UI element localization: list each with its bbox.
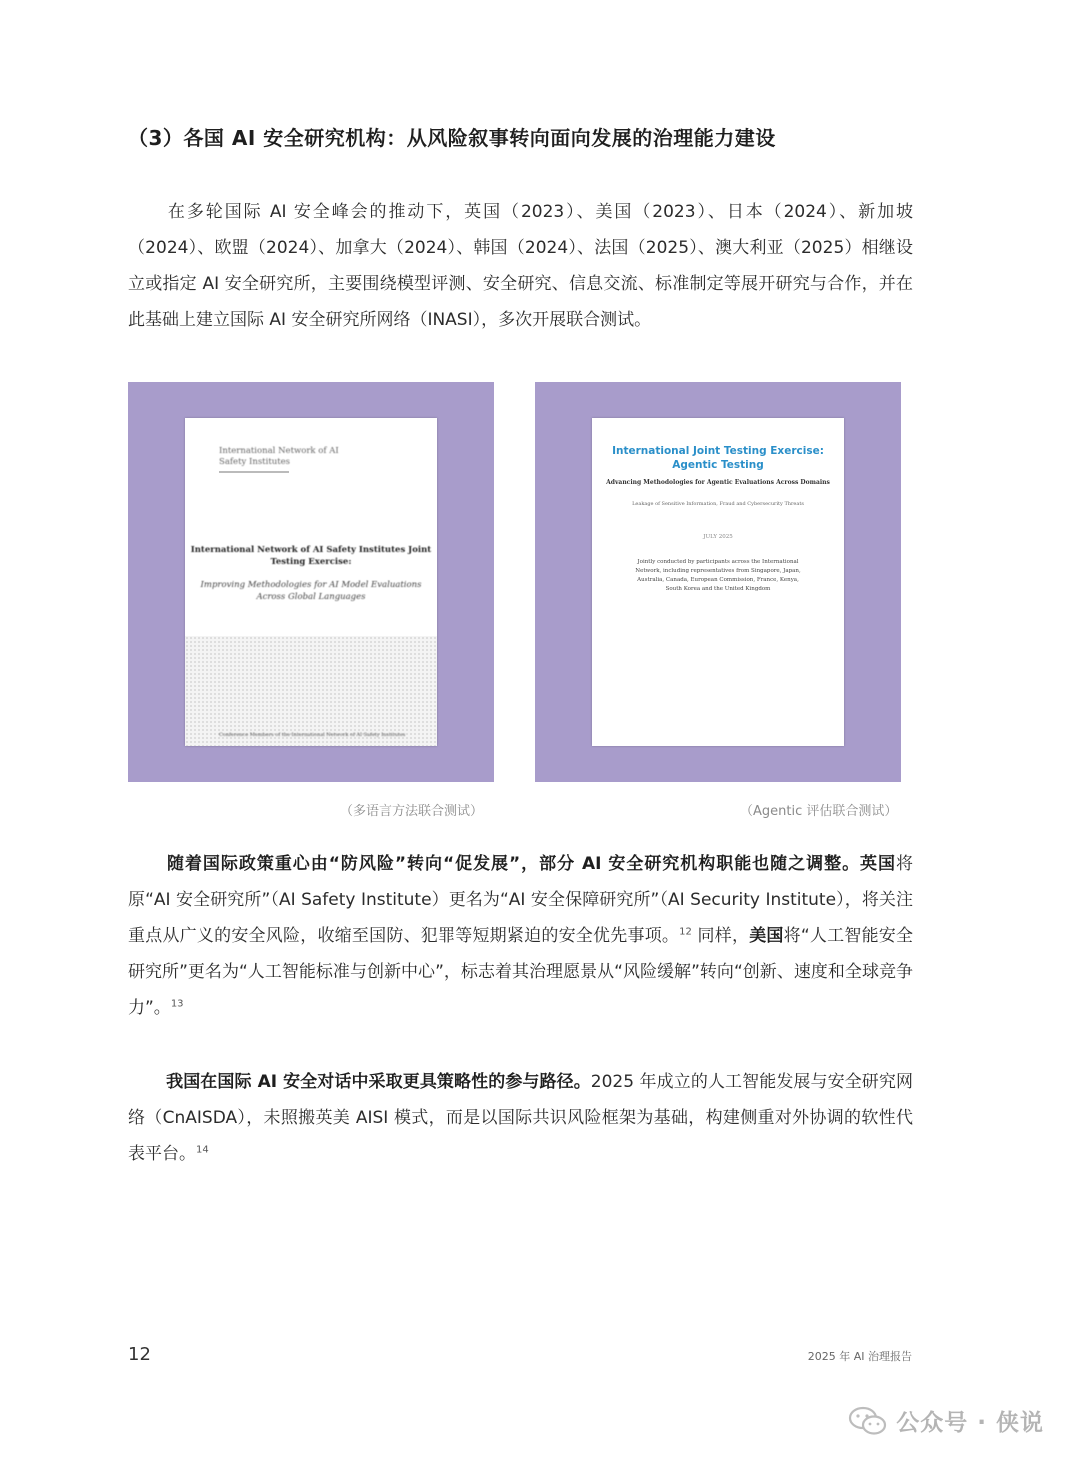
paragraph-text: 将“人工智能安全研究所”更名为“人工智能标准与创新中心”，标志着其治理愿景从“风险缓解”转向“创新、速度和全球竞争力”。: [128, 926, 914, 1018]
cover-title: International Joint Testing Exercise: Agentic Testing: [612, 445, 824, 471]
figure-multilingual-report: [128, 382, 494, 782]
cover-title: International Network of AI Safety Institutes Joint Testing Exercise:: [190, 545, 432, 567]
cover-subtitle-secondary: Leakage of Sensitive Information, Fraud and Cybersecurity Threats: [632, 501, 804, 507]
figure-caption-left: （多语言方法联合测试）: [340, 804, 484, 819]
footnote-ref-14[interactable]: 14: [196, 1144, 209, 1156]
wechat-icon: [848, 1406, 888, 1436]
paragraph-text: 同样，: [691, 926, 750, 946]
country-us: 美国: [749, 926, 784, 946]
cover-date: JULY 2025: [703, 534, 733, 540]
cover-org-rule: [219, 471, 289, 473]
cover-body: Jointly conducted by participants across the International Network, including representatives from Singapore, Japan, Australia, Canada, European Commission, France, Kenya, South Korea and the United Kingdom: [635, 559, 801, 592]
paragraph-intro: [128, 194, 913, 338]
cover-dot-pattern: [185, 636, 437, 746]
running-title: 2025 年 AI 治理报告: [807, 1350, 912, 1363]
cover-subtitle: Improving Methodologies for AI Model Evaluations Across Global Languages: [200, 580, 422, 602]
paragraph-intro-text: 在多轮国际 AI 安全峰会的推动下，英国（2023）、美国（2023）、日本（2024）、新加坡（2024）、欧盟（2024）、加拿大（2024）、韩国（2024）、法国（2025）、澳大利亚（2025）相继设立或指定 AI 安全研究所，主要围绕模型评测、安全研究、信息交流、标准制定等展开研究与合作，并在此基础上建立国际 AI 安全研究所网络（INASI），多次开展联合测试。: [128, 202, 913, 330]
paragraph-lead-bold: 随着国际政策重心由“防风险”转向“促发展”，部分 AI 安全研究机构职能也随之调整。: [166, 854, 861, 874]
footnote-ref-13[interactable]: 13: [170, 998, 184, 1010]
report-cover-agentic: [592, 418, 844, 746]
watermark: [848, 1404, 1044, 1437]
figure-caption-right: （Agentic 评估联合测试）: [740, 804, 898, 819]
watermark-text: 公众号 · 侠说: [896, 1410, 1044, 1436]
cover-subtitle: Advancing Methodologies for Agentic Evaluations Across Domains: [606, 479, 830, 486]
paragraph-lead-bold: 我国在国际 AI 安全对话中采取更具策略性的参与路径。: [166, 1072, 591, 1092]
country-uk: 英国: [860, 854, 896, 874]
section-heading: （3）各国 AI 安全研究机构：从风险叙事转向面向发展的治理能力建设: [128, 126, 776, 150]
paragraph-text: 2025 年成立的人工智能发展与安全研究网络（CnAISDA），未照搬英美 AISI 模式，而是以国际共识风险框架为基础，构建侧重对外协调的软性代表平台。: [128, 1072, 913, 1164]
footnote-ref-12[interactable]: 12: [679, 926, 692, 938]
cover-org-name: International Network of AI Safety Institutes: [219, 446, 339, 467]
figure-agentic-report: [535, 382, 901, 782]
page-number: 12: [128, 1344, 151, 1365]
paragraph-text: 将原“AI 安全研究所”（AI Safety Institute）更名为“AI 安全保障研究所”（AI Security Institute），将关注重点从广义的安全风险，收缩至国防、犯罪等短期紧迫的安全优先事项。: [128, 854, 913, 946]
report-cover-multilingual: [185, 418, 437, 746]
paragraph-china-approach: [128, 1064, 913, 1172]
cover-footer: Conference Members of the International Network of AI Safety Institutes: [219, 732, 406, 738]
paragraph-policy-shift: [128, 846, 913, 1026]
